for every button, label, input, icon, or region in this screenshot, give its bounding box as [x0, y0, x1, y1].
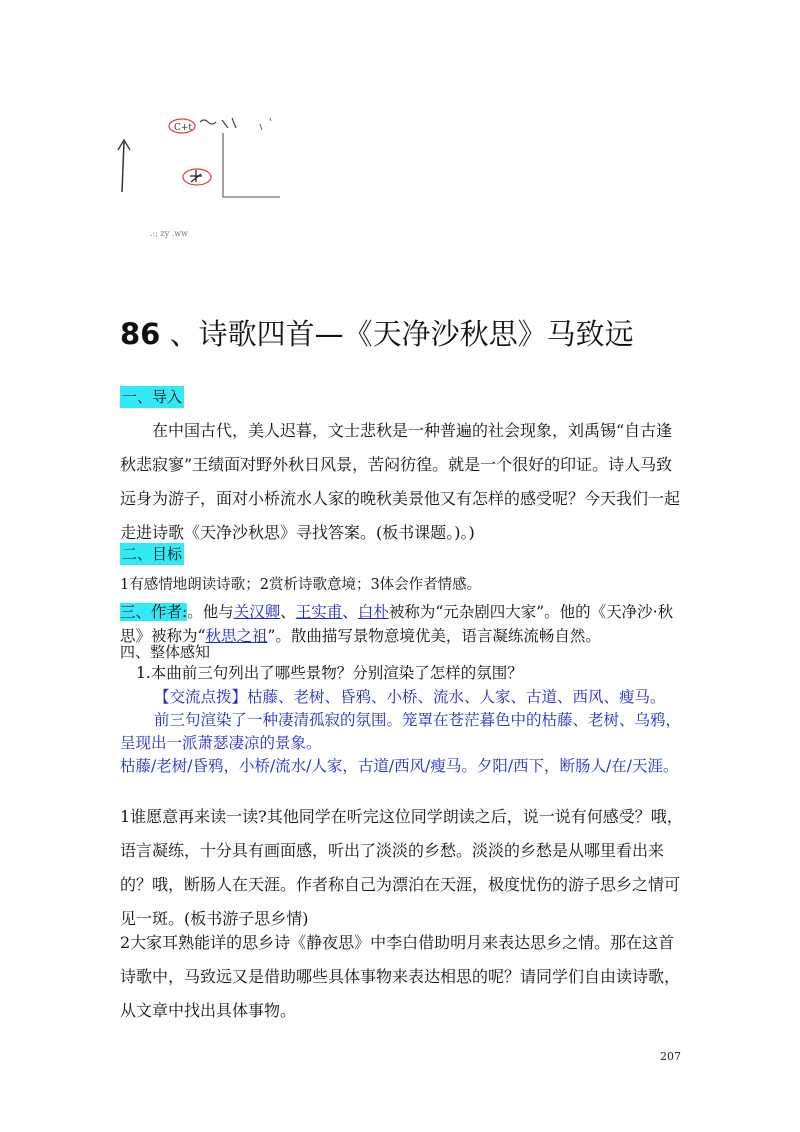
page-number: 207 [660, 1050, 681, 1063]
link-guan-hanqing[interactable]: 关汉卿 [233, 603, 281, 621]
question-1: 1.本曲前三句列出了哪些景物？分别渲染了怎样的氛围？ [136, 664, 523, 682]
section-heading-goals: 二、目标 [122, 545, 183, 563]
link-bai-pu[interactable]: 白朴 [357, 603, 389, 621]
discussion-block [120, 686, 685, 778]
author-sep1: 、 [280, 603, 296, 621]
link-wang-shifu[interactable]: 王实甫 [295, 603, 343, 621]
link-qiusi-zhizu[interactable]: 秋思之祖 [205, 627, 268, 645]
section-heading-intro: 一、导入 [122, 388, 183, 406]
atmosphere-text: 前三句渲染了一种凄清孤寂的氛围。笼罩在苍茫暮色中的枯藤、老树、乌鸦，呈现出一派萧瑟凄凉的景象。 [120, 711, 682, 752]
author-prefix: 。他与 [187, 603, 234, 621]
intro-paragraph: 在中国古代，美人迟暮，文士悲秋是一种普遍的社会现象，刘禹锡“自古逢秋悲寂寥”王绩面对野外秋日风景，苦闷彷徨。就是一个很好的印证。诗人马致远身为游子，面对小桥流水人家的晚秋美景他又有怎样的感受呢？今天我们一起走进诗歌《天净沙秋思》寻找答案。(板书课题。)。) [120, 421, 681, 542]
page-title [120, 312, 720, 353]
author-tail: ”。散曲描写景物意境优美，语言凝练流畅自然。 [267, 627, 601, 645]
title-number: 86 [120, 317, 161, 351]
rhythm-text: 枯藤/老树/昏鸦，小桥/流水/人家，古道/西风/瘦马。夕阳/西下，断肠人/在/天涯。 [120, 757, 679, 775]
author-sep2: 、 [342, 603, 358, 621]
goals-text: 1有感情地朗读诗歌；2赏析诗歌意境；3体会作者情感。 [120, 577, 482, 593]
svg-text:C+t: C+t [174, 123, 193, 133]
section-heading-author: 三、作者: [120, 603, 188, 621]
handwritten-sketch [110, 100, 300, 250]
section-heading-overall: 四、整体感知 [120, 643, 211, 661]
author-mid: 被称为“元杂剧四大家”。他的《天净沙·秋思》被称为“ [120, 603, 674, 645]
svg-text:.:; zy .ww: .:; zy .ww [150, 229, 188, 238]
paragraph-1: 1谁愿意再来读一读?其他同学在听完这位同学朗读之后，说一说有何感受？哦，语言凝练，十分具有画面感，听出了淡淡的乡愁。淡淡的乡愁是从哪里看出来的？哦，断肠人在天涯。作者称自己为漂泊在天涯，极度忧伤的游子思乡之情可见一斑。(板书游子思乡情) [120, 807, 683, 928]
title-text: 、诗歌四首—《天净沙秋思》马致远 [169, 317, 634, 351]
discussion-points: 【交流点拨】枯藤、老树、昏鸦、小桥、流水、人家、古道、西风、瘦马。 [154, 688, 666, 706]
paragraph-2: 2大家耳熟能详的思乡诗《静夜思》中李白借助明月来表达思乡之情。那在这首诗歌中，马致远又是借助哪些具体事物来表达相思的呢？请同学们自由读诗歌，从文章中找出具体事物。 [120, 933, 681, 1020]
